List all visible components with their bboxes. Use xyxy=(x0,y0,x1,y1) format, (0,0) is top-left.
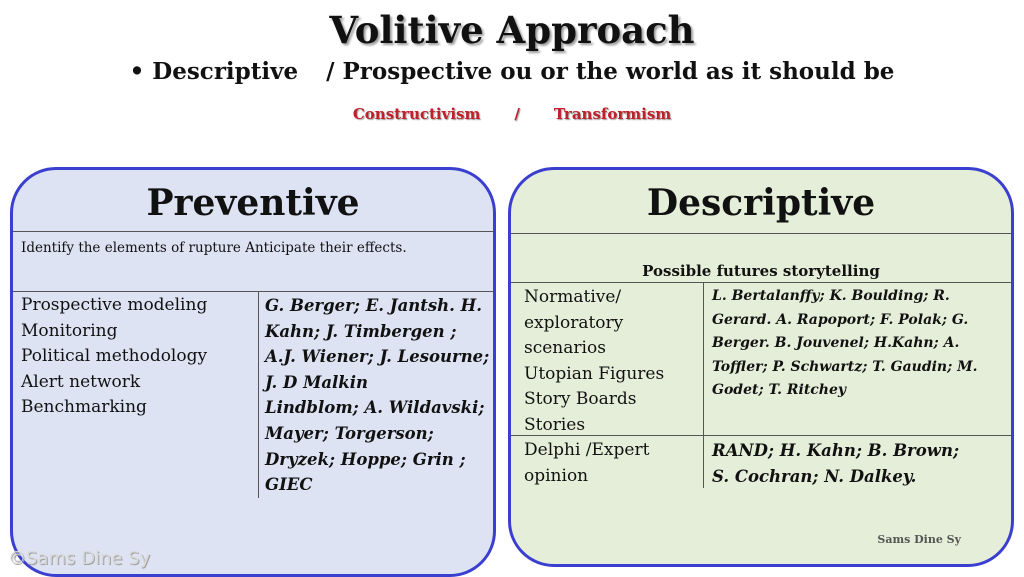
preventive-panel xyxy=(10,167,496,577)
subtitle-prospective: / Prospective ou or the world as it should be xyxy=(326,58,895,85)
delphi-authors xyxy=(712,438,959,489)
page-title: Volitive Approach xyxy=(329,8,695,52)
preventive-methods xyxy=(21,293,207,421)
method-item: Stories xyxy=(524,414,586,435)
author-line: RAND; H. Kahn; B. Brown; xyxy=(712,441,960,460)
delphi-methods xyxy=(524,438,649,489)
author-line: Kahn; J. Timbergen ; xyxy=(265,321,457,341)
divider xyxy=(13,291,493,292)
method-item: opinion xyxy=(524,465,589,486)
method-item: Prospective modeling xyxy=(21,295,208,315)
method-item: Political methodology xyxy=(21,346,208,367)
author-line: Godet; T. Ritchey xyxy=(712,382,847,398)
column-divider xyxy=(703,282,704,488)
author-line: Lindblom; A. Wildavski; xyxy=(265,398,485,418)
method-item: Utopian Figures xyxy=(524,363,665,384)
approach-separator: / xyxy=(514,105,520,123)
transformism-label: Transformism xyxy=(553,105,672,123)
method-item: scenarios xyxy=(524,338,606,359)
subtitle xyxy=(0,58,1024,85)
author-signature: Sams Dine Sy xyxy=(877,533,961,546)
divider xyxy=(13,231,493,232)
author-line: G. Berger; E. Jantsh. H. xyxy=(265,296,482,315)
author-line: Mayer; Torgerson; xyxy=(265,423,434,443)
method-item: Monitoring xyxy=(21,320,118,341)
divider xyxy=(511,282,1011,283)
author-line: Dryzek; Hoppe; Grin ; xyxy=(265,449,466,469)
copyright-watermark: ©Sams Dine Sy xyxy=(8,548,151,569)
scenario-methods xyxy=(524,285,664,439)
constructivism-label: Constructivism xyxy=(352,105,481,123)
subtitle-descriptive: Descriptive xyxy=(152,58,299,85)
scenario-authors xyxy=(712,285,978,403)
author-line: Toffler; P. Schwartz; T. Gaudin; M. xyxy=(712,358,978,375)
column-divider xyxy=(258,291,259,498)
method-item: Normative/ xyxy=(524,287,622,307)
divider xyxy=(511,233,1011,234)
approach-types xyxy=(0,105,1024,123)
preventive-intro: Identify the elements of rupture Anticipate their effects. xyxy=(21,240,407,256)
author-line: S. Cochran; N. Dalkey. xyxy=(712,466,917,486)
descriptive-panel xyxy=(508,167,1014,567)
author-line: A.J. Wiener; J. Lesourne; xyxy=(265,347,490,367)
author-line: Berger. B. Jouvenel; H.Kahn; A. xyxy=(712,335,960,351)
author-line: J. D Malkin xyxy=(265,372,368,392)
author-line: L. Bertalanffy; K. Boulding; R. xyxy=(712,288,950,304)
method-item: Delphi /Expert xyxy=(524,440,650,460)
method-item: Benchmarking xyxy=(21,397,147,418)
author-line: GIEC xyxy=(265,475,313,495)
method-item: Story Boards xyxy=(524,389,637,410)
method-item: exploratory xyxy=(524,312,624,333)
preventive-authors xyxy=(265,293,489,498)
preventive-title: Preventive xyxy=(146,182,360,224)
author-line: Gerard. A. Rapoport; F. Polak; G. xyxy=(712,311,969,328)
descriptive-caption: Possible futures storytelling xyxy=(642,262,880,280)
method-item: Alert network xyxy=(21,371,141,392)
descriptive-title: Descriptive xyxy=(646,182,876,224)
bullet: • xyxy=(129,58,145,85)
